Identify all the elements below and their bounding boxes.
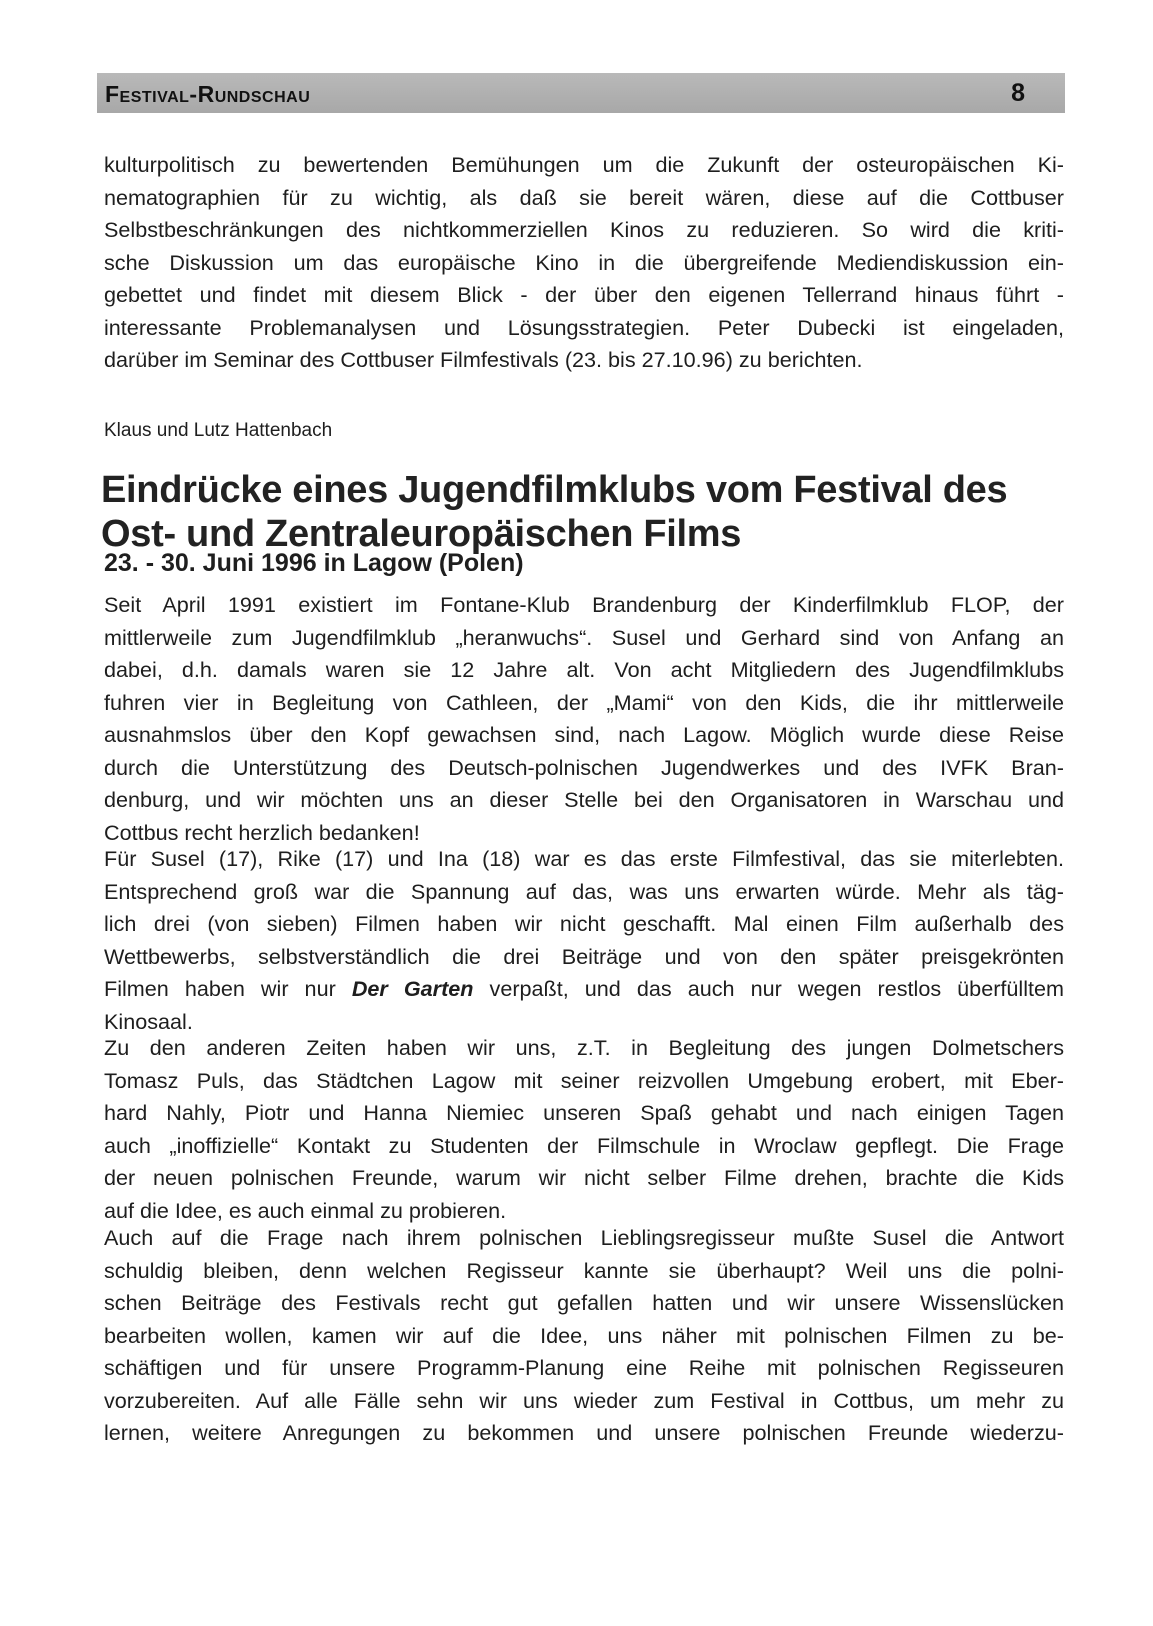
text-line: gebettet und findet mit diesem Blick - der über den eigenen Tellerrand hinaus führt - xyxy=(104,282,1064,307)
text-line: dabei, d.h. damals waren sie 12 Jahre alt. Von acht Mitgliedern des Jugendfilmklubs xyxy=(104,657,1064,682)
article-paragraph-4 xyxy=(104,1222,1064,1450)
text-line: nematographien für zu wichtig, als daß sie bereit wären, diese auf die Cottbuser xyxy=(104,184,1064,210)
text-line: bearbeiten wollen, kamen wir auf die Idee, uns näher mit polnischen Filmen zu be- xyxy=(104,1322,1064,1348)
text-fragment: verpaßt, und das auch nur wegen restlos überfülltem xyxy=(473,976,1064,1001)
author-byline: Klaus und Lutz Hattenbach xyxy=(104,420,333,441)
text-line: lich drei (von sieben) Filmen haben wir nicht geschafft. Mal einen Film außerhalb des xyxy=(104,911,1064,936)
article-paragraph-2 xyxy=(104,843,1064,1038)
article-paragraph-3 xyxy=(104,1032,1064,1227)
text-line: Cottbus recht herzlich bedanken! xyxy=(104,819,420,845)
text-line: Selbstbeschränkungen des nichtkommerziellen Kinos zu reduzieren. So wird die kriti- xyxy=(104,217,1064,242)
text-line xyxy=(104,973,1064,1006)
article-subheadline: 23. - 30. Juni 1996 in Lagow (Polen) xyxy=(104,549,524,577)
film-title: Der Garten xyxy=(351,976,474,1001)
text-line: Seit April 1991 existiert im Fontane-Klub Brandenburg der Kinderfilmklub FLOP, der xyxy=(104,592,1064,617)
text-line: der neuen polnischen Freunde, warum wir nicht selber Filme drehen, brachte die Kids xyxy=(104,1165,1064,1190)
text-line: vorzubereiten. Auf alle Fälle sehn wir uns wieder zum Festival in Cottbus, um mehr zu xyxy=(104,1387,1064,1413)
text-line: darüber im Seminar des Cottbuser Filmfestivals (23. bis 27.10.96) zu berichten. xyxy=(104,347,863,372)
text-fragment: Filmen haben wir nur xyxy=(104,976,352,1001)
text-line: interessante Problemanalysen und Lösungsstrategien. Peter Dubecki ist eingeladen, xyxy=(104,314,1064,340)
text-line: kulturpolitisch zu bewertenden Bemühungen um die Zukunft der osteuropäischen Ki- xyxy=(104,152,1064,177)
text-line: Tomasz Puls, das Städtchen Lagow mit seiner reizvollen Umgebung erobert, mit Eber- xyxy=(104,1067,1064,1093)
text-line: Wettbewerbs, selbstverständlich die drei Beiträge und von den später preisgekrönten xyxy=(104,943,1064,969)
text-line: Kinosaal. xyxy=(104,1008,193,1034)
text-line: schuldig bleiben, denn welchen Regisseur kannte sie überhaupt? Weil uns die polni- xyxy=(104,1257,1064,1283)
text-line: Für Susel (17), Rike (17) und Ina (18) war es das erste Filmfestival, das sie miterlebten. xyxy=(104,846,1064,871)
text-line: Entsprechend groß war die Spannung auf das, was uns erwarten würde. Mehr als täg- xyxy=(104,878,1064,904)
text-line: Zu den anderen Zeiten haben wir uns, z.T. in Begleitung des jungen Dolmetschers xyxy=(104,1035,1064,1060)
text-line: auf die Idee, es auch einmal zu probieren. xyxy=(104,1197,507,1223)
article-headline xyxy=(101,468,1071,556)
section-title: Festival-Rundschau xyxy=(105,81,311,107)
text-line: mittlerweile zum Jugendfilmklub „heranwuchs“. Susel und Gerhard sind von Anfang an xyxy=(104,624,1064,650)
intro-paragraph xyxy=(104,149,1064,377)
text-line: schen Beiträge des Festivals recht gut gefallen hatten und wir unsere Wissenslücken xyxy=(104,1290,1064,1315)
text-line: fuhren vier in Begleitung von Cathleen, der „Mami“ von den Kids, die ihr mittlerweile xyxy=(104,689,1064,715)
text-line: lernen, weitere Anregungen zu bekommen und unsere polnischen Freunde wiederzu- xyxy=(104,1420,1064,1445)
text-line: ausnahmslos über den Kopf gewachsen sind, nach Lagow. Möglich wurde diese Reise xyxy=(104,722,1064,747)
text-line: schäftigen und für unsere Programm-Planung eine Reihe mit polnischen Regisseuren xyxy=(104,1355,1064,1380)
text-line: hard Nahly, Piotr und Hanna Niemiec unseren Spaß gehabt und nach einigen Tagen xyxy=(104,1100,1064,1125)
headline-line: Ost- und Zentraleuropäischen Films xyxy=(101,513,742,555)
page-header xyxy=(97,73,1065,113)
headline-line: Eindrücke eines Jugendfilmklubs vom Festival des xyxy=(101,469,1008,511)
text-line: durch die Unterstützung des Deutsch-polnischen Jugendwerkes und des IVFK Bran- xyxy=(104,754,1064,780)
page-number: 8 xyxy=(1011,79,1025,107)
text-line: denburg, und wir möchten uns an dieser Stelle bei den Organisatoren in Warschau und xyxy=(104,787,1064,812)
text-line: sche Diskussion um das europäische Kino in die übergreifende Mediendiskussion ein- xyxy=(104,249,1064,275)
text-line: auch „inoffizielle“ Kontakt zu Studenten der Filmschule in Wroclaw gepflegt. Die Frage xyxy=(104,1132,1064,1158)
article-paragraph-1 xyxy=(104,589,1064,849)
text-line: Auch auf die Frage nach ihrem polnischen Lieblingsregisseur mußte Susel die Antwort xyxy=(104,1225,1064,1250)
